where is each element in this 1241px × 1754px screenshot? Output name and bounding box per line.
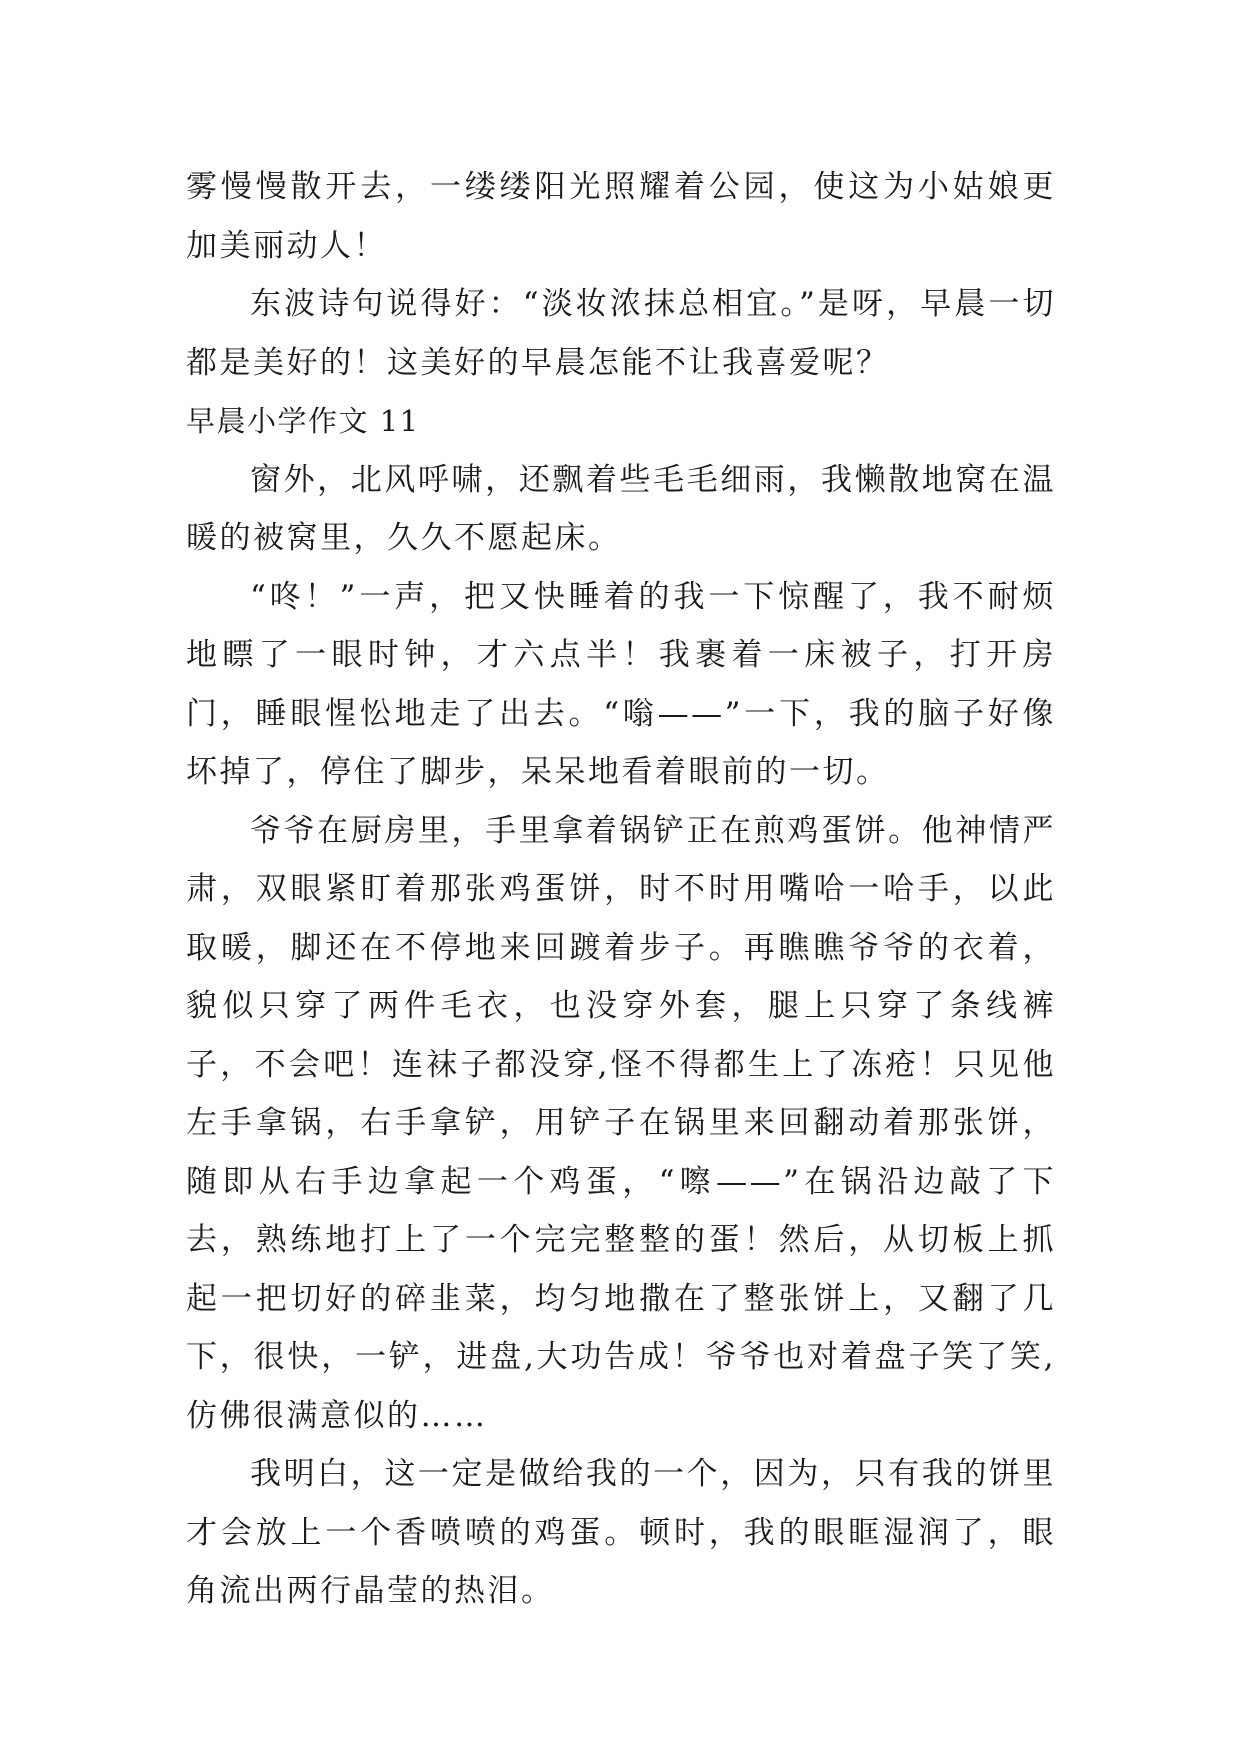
- paragraph-5: “咚！”一声，把又快睡着的我一下惊醒了，我不耐烦地瞟了一眼时钟，才六点半！我裹着一床被子，打开房门，睡眼惺忪地走了出去。“嗡——”一下，我的脑子好像坏掉了，停住了脚步，呆呆地看着眼前的一切。: [186, 578, 1056, 790]
- text-block: [186, 158, 1056, 1621]
- paragraph-2: 东波诗句说得好：“淡妆浓抹总相宜。”是呀，早晨一切都是美好的！这美好的早晨怎能不让我喜爱呢？: [186, 286, 1056, 381]
- section-title: 早晨小学作文 11: [186, 404, 420, 438]
- paragraph-6: 爷爷在厨房里，手里拿着锅铲正在煎鸡蛋饼。他神情严肃，双眼紧盯着那张鸡蛋饼，时不时用嘴哈一哈手，以此取暖，脚还在不停地来回踱着步子。再瞧瞧爷爷的衣着，貌似只穿了两件毛衣，也没穿外套，腿上只穿了条线裤子，不会吧！连袜子都没穿,怪不得都生上了冻疮！只见他左手拿锅，右手拿铲，用铲子在锅里来回翻动着那张饼，随即从右手边拿起一个鸡蛋，“嚓——”在锅沿边敲了下去，熟练地打上了一个完完整整的蛋！然后，从切板上抓起一把切好的碎韭菜，均匀地撒在了整张饼上，又翻了几下，很快，一铲，进盘,大功告成！爷爷也对着盘子笑了笑,仿佛很满意似的……: [186, 812, 1056, 1434]
- paragraph-4: 窗外，北风呼啸，还飘着些毛毛细雨，我懒散地窝在温暖的被窝里，久久不愿起床。: [186, 461, 1056, 556]
- paragraph-1: 雾慢慢散开去，一缕缕阳光照耀着公园，使这为小姑娘更加美丽动人！: [186, 169, 1056, 264]
- paragraph-7: 我明白，这一定是做给我的一个，因为，只有我的饼里才会放上一个香喷喷的鸡蛋。顿时，我的眼眶湿润了，眼角流出两行晶莹的热泪。: [186, 1456, 1056, 1609]
